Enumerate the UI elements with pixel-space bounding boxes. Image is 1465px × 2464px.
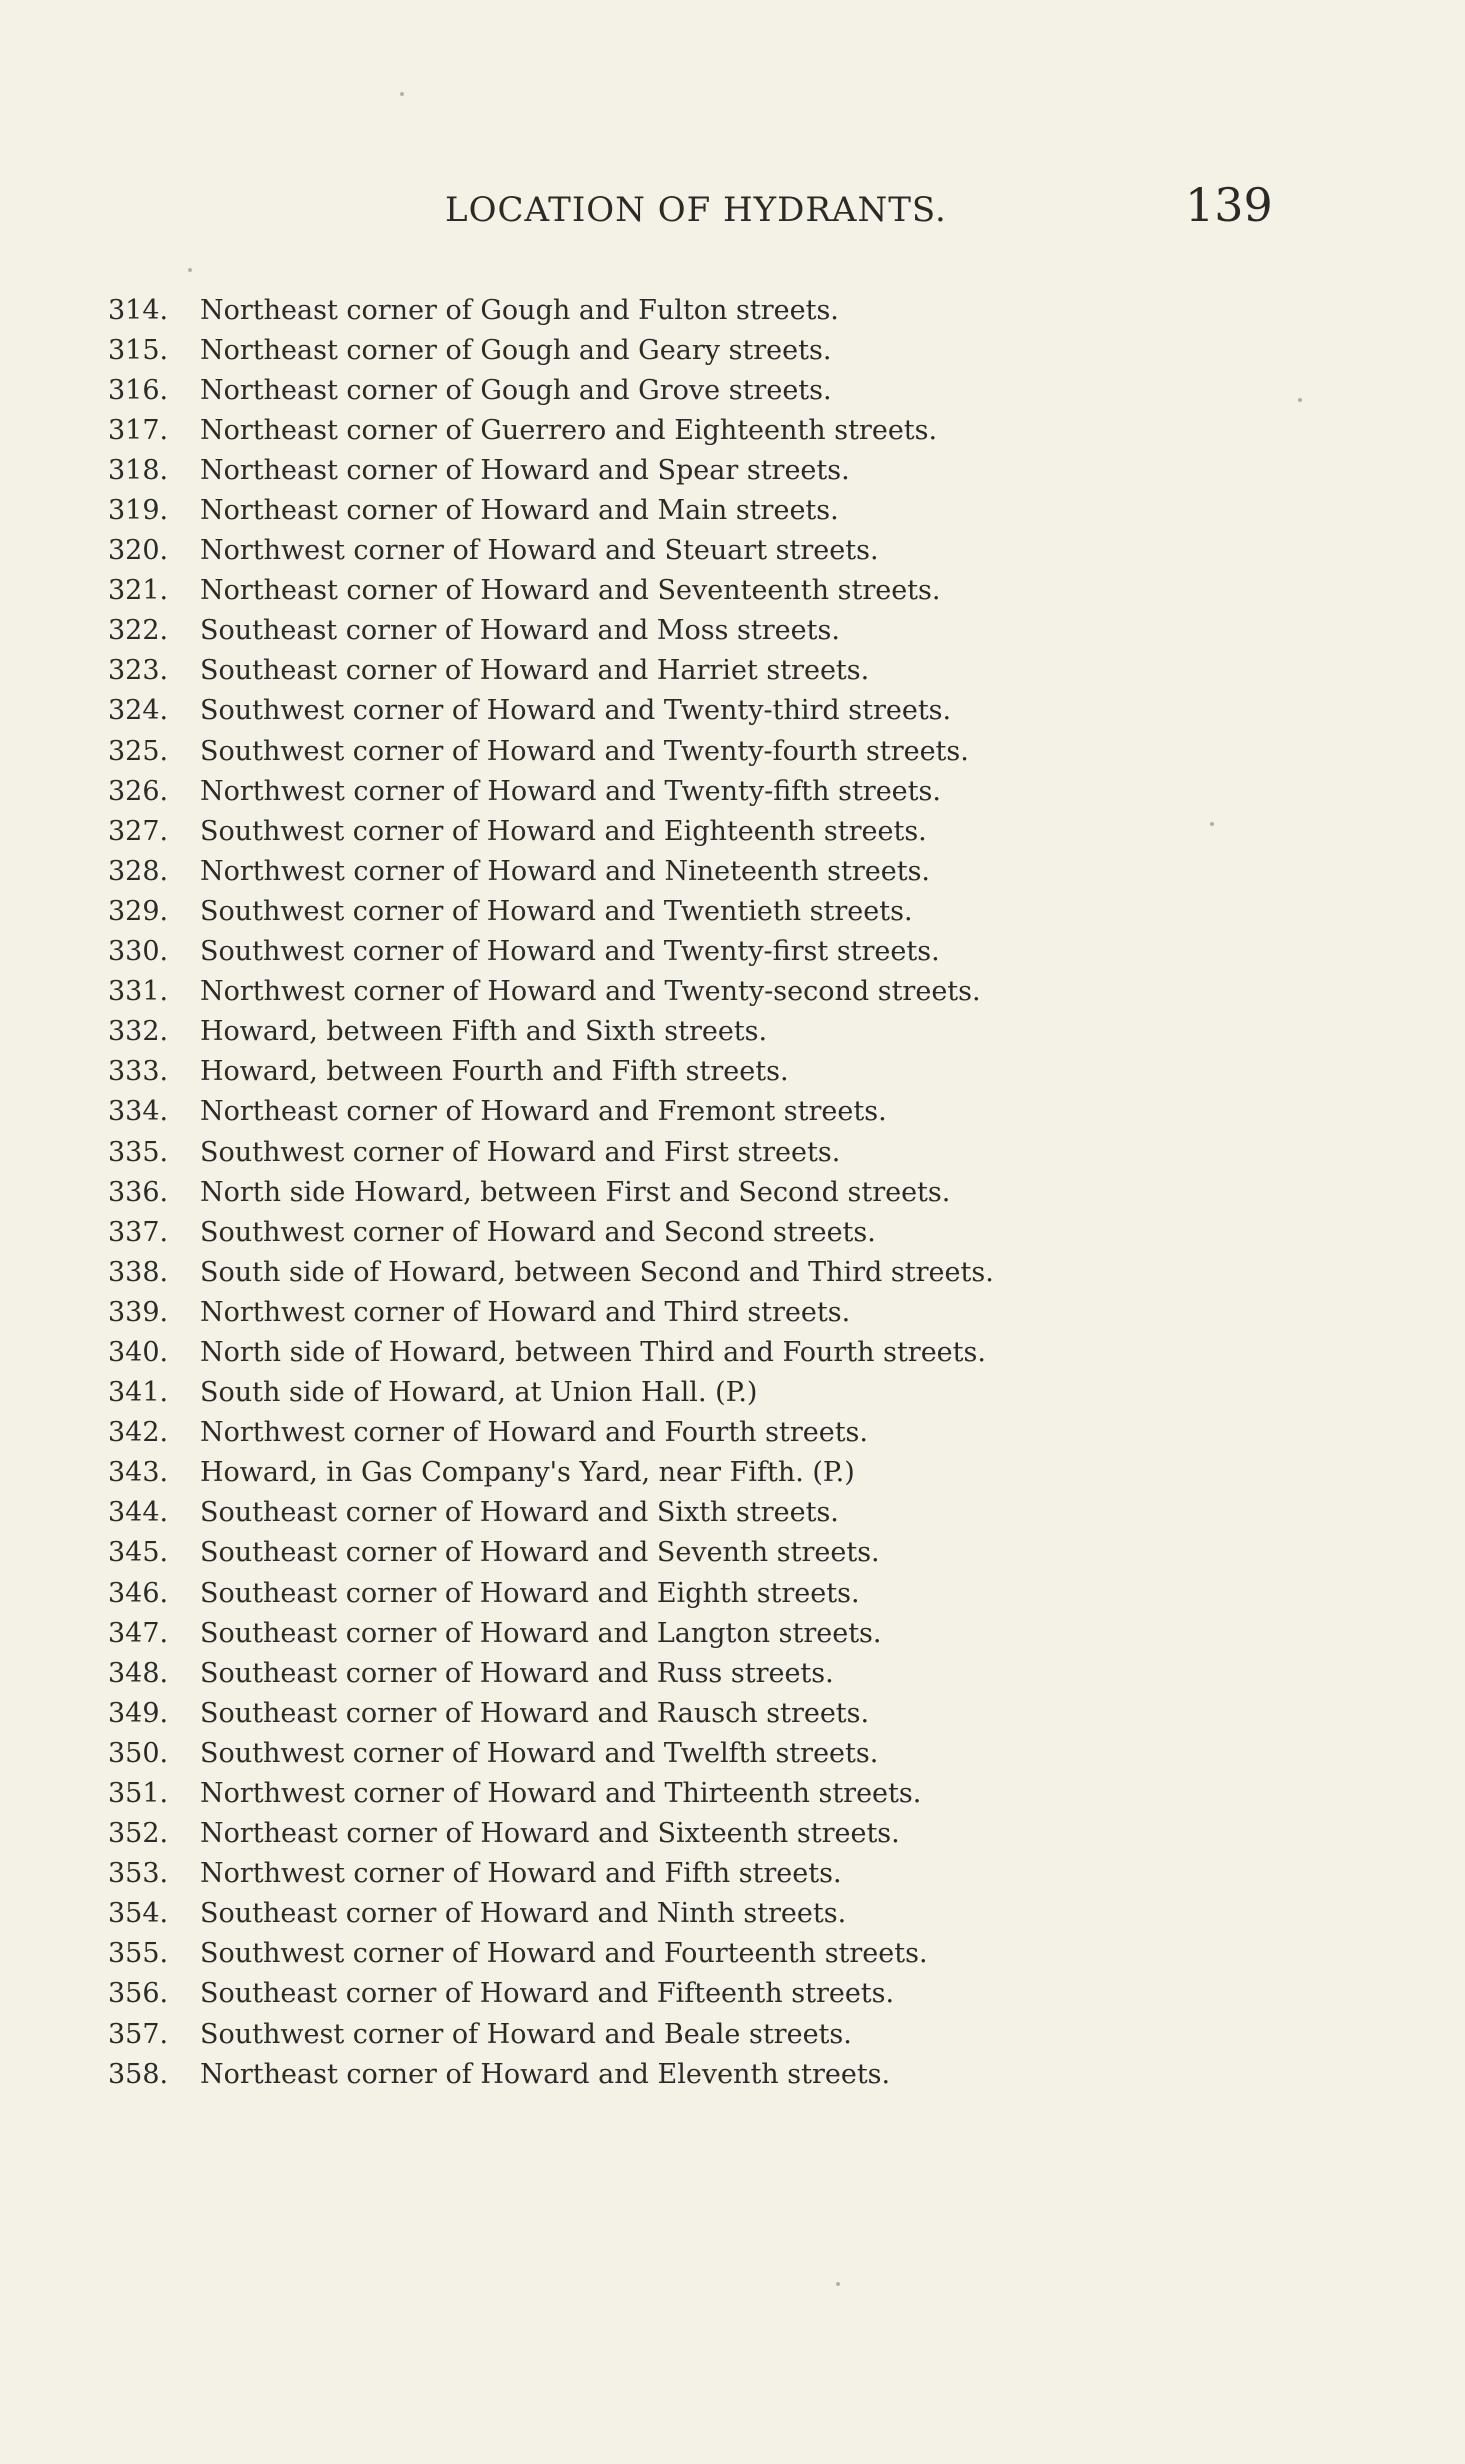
entry-text: Southwest corner of Howard and Fourteenth streets.	[200, 1938, 928, 1970]
entry-text: North side of Howard, between Third and Fourth streets.	[200, 1336, 986, 1368]
entry-number: 326.	[108, 775, 169, 807]
list-item	[108, 1773, 994, 1813]
list-item	[108, 771, 994, 811]
list-item	[108, 1332, 994, 1372]
list-item	[108, 731, 994, 771]
list-item	[108, 1373, 994, 1413]
entry-text: Northwest corner of Howard and Twenty-fifth streets.	[200, 775, 941, 807]
list-item	[108, 2014, 994, 2054]
entry-text: Southeast corner of Howard and Ninth streets.	[200, 1898, 847, 1930]
list-item	[108, 1212, 994, 1252]
list-item	[108, 490, 994, 530]
list-item	[108, 611, 994, 651]
entry-text: Northwest corner of Howard and Nineteenth streets.	[200, 855, 931, 887]
entry-number: 356.	[108, 1978, 169, 2010]
entry-text: Southeast corner of Howard and Rausch streets.	[200, 1697, 870, 1729]
entry-number: 317.	[108, 414, 169, 446]
entry-text: Southeast corner of Howard and Eighth streets.	[200, 1577, 860, 1609]
paper-speck	[400, 92, 404, 96]
entry-text: Northeast corner of Howard and Spear streets.	[200, 454, 850, 486]
list-item	[108, 290, 994, 330]
list-item	[108, 1854, 994, 1894]
entry-text: Southwest corner of Howard and Twenty-first streets.	[200, 936, 940, 968]
entry-text: South side of Howard, between Second and Third streets.	[200, 1256, 994, 1288]
hydrant-list	[108, 290, 994, 2094]
entry-text: Northwest corner of Howard and Fifth streets.	[200, 1858, 842, 1890]
page-number: 139	[1185, 178, 1273, 232]
list-item	[108, 1533, 994, 1573]
list-item	[108, 972, 994, 1012]
list-item	[108, 1653, 994, 1693]
list-item	[108, 1012, 994, 1052]
list-item	[108, 851, 994, 891]
entry-text: Northeast corner of Howard and Seventeenth streets.	[200, 575, 941, 607]
entry-number: 338.	[108, 1256, 169, 1288]
entry-text: Southwest corner of Howard and Second streets.	[200, 1216, 876, 1248]
entry-number: 350.	[108, 1737, 169, 1769]
entry-number: 314.	[108, 294, 169, 326]
entry-number: 328.	[108, 855, 169, 887]
entry-number: 355.	[108, 1938, 169, 1970]
entry-number: 358.	[108, 2058, 169, 2090]
entry-number: 336.	[108, 1176, 169, 1208]
entry-number: 316.	[108, 374, 169, 406]
entry-text: Northeast corner of Howard and Main streets.	[200, 495, 839, 527]
entry-number: 340.	[108, 1336, 169, 1368]
list-item	[108, 891, 994, 931]
paper-speck	[836, 2282, 840, 2286]
entry-text: Northeast corner of Howard and Eleventh streets.	[200, 2058, 891, 2090]
entry-text: Southwest corner of Howard and Beale streets.	[200, 2018, 852, 2050]
entry-text: Howard, between Fourth and Fifth streets.	[200, 1056, 789, 1088]
list-item	[108, 1453, 994, 1493]
list-item	[108, 450, 994, 490]
entry-text: Northeast corner of Howard and Sixteenth streets.	[200, 1818, 900, 1850]
list-item	[108, 1493, 994, 1533]
list-item	[108, 651, 994, 691]
entry-number: 325.	[108, 735, 169, 767]
entry-text: Northwest corner of Howard and Third streets.	[200, 1296, 851, 1328]
list-item	[108, 1292, 994, 1332]
list-item	[108, 1252, 994, 1292]
list-item	[108, 1934, 994, 1974]
entry-number: 352.	[108, 1818, 169, 1850]
entry-number: 339.	[108, 1296, 169, 1328]
list-item	[108, 1974, 994, 2014]
entry-text: Southwest corner of Howard and First streets.	[200, 1136, 841, 1168]
entry-text: Northwest corner of Howard and Twenty-second streets.	[200, 976, 981, 1008]
entry-number: 321.	[108, 575, 169, 607]
entry-text: Southwest corner of Howard and Twenty-fourth streets.	[200, 735, 969, 767]
paper-speck	[188, 268, 192, 272]
entry-text: Northwest corner of Howard and Fourth streets.	[200, 1417, 868, 1449]
entry-text: Southeast corner of Howard and Fifteenth streets.	[200, 1978, 895, 2010]
entry-number: 353.	[108, 1858, 169, 1890]
entry-text: Southeast corner of Howard and Seventh streets.	[200, 1537, 880, 1569]
entry-number: 333.	[108, 1056, 169, 1088]
paper-speck	[1298, 398, 1302, 402]
entry-number: 348.	[108, 1657, 169, 1689]
entry-number: 320.	[108, 535, 169, 567]
entry-number: 319.	[108, 495, 169, 527]
entry-number: 335.	[108, 1136, 169, 1168]
entry-number: 318.	[108, 454, 169, 486]
entry-number: 315.	[108, 334, 169, 366]
entry-text: Northwest corner of Howard and Steuart streets.	[200, 535, 879, 567]
list-item	[108, 691, 994, 731]
running-title: LOCATION OF HYDRANTS.	[445, 190, 947, 230]
entry-text: Southwest corner of Howard and Eighteenth streets.	[200, 815, 927, 847]
entry-number: 327.	[108, 815, 169, 847]
entry-number: 357.	[108, 2018, 169, 2050]
entry-text: Northeast corner of Gough and Geary streets.	[200, 334, 832, 366]
entry-text: Southwest corner of Howard and Twelfth streets.	[200, 1737, 879, 1769]
entry-number: 346.	[108, 1577, 169, 1609]
list-item	[108, 811, 994, 851]
list-item	[108, 1132, 994, 1172]
list-item	[108, 1573, 994, 1613]
entry-text: Southwest corner of Howard and Twentieth streets.	[200, 895, 913, 927]
list-item	[108, 1172, 994, 1212]
list-item	[108, 571, 994, 611]
entry-text: Southwest corner of Howard and Twenty-third streets.	[200, 695, 952, 727]
list-item	[108, 1733, 994, 1773]
entry-number: 345.	[108, 1537, 169, 1569]
entry-number: 343.	[108, 1457, 169, 1489]
entry-text: Southeast corner of Howard and Langton streets.	[200, 1617, 882, 1649]
entry-number: 323.	[108, 655, 169, 687]
list-item	[108, 1894, 994, 1934]
entry-text: Southeast corner of Howard and Russ streets.	[200, 1657, 834, 1689]
entry-number: 332.	[108, 1016, 169, 1048]
entry-text: Northeast corner of Guerrero and Eighteenth streets.	[200, 414, 938, 446]
entry-number: 341.	[108, 1377, 169, 1409]
list-item	[108, 1693, 994, 1733]
entry-number: 344.	[108, 1497, 169, 1529]
list-item	[108, 370, 994, 410]
entry-number: 322.	[108, 615, 169, 647]
paper-speck	[1210, 822, 1214, 826]
entry-text: Southeast corner of Howard and Sixth streets.	[200, 1497, 839, 1529]
list-item	[108, 330, 994, 370]
entry-number: 354.	[108, 1898, 169, 1930]
list-item	[108, 1613, 994, 1653]
entry-number: 330.	[108, 936, 169, 968]
list-item	[108, 410, 994, 450]
list-item	[108, 2054, 994, 2094]
entry-text: Northeast corner of Gough and Grove streets.	[200, 374, 832, 406]
entry-text: Northwest corner of Howard and Thirteenth streets.	[200, 1778, 922, 1810]
entry-text: Howard, in Gas Company's Yard, near Fifth. (P.)	[200, 1457, 855, 1489]
entry-text: South side of Howard, at Union Hall. (P.)	[200, 1377, 758, 1409]
entry-number: 324.	[108, 695, 169, 727]
entry-number: 342.	[108, 1417, 169, 1449]
entry-number: 331.	[108, 976, 169, 1008]
list-item	[108, 1413, 994, 1453]
entry-text: North side Howard, between First and Second streets.	[200, 1176, 951, 1208]
list-item	[108, 1814, 994, 1854]
entry-number: 349.	[108, 1697, 169, 1729]
entry-number: 334.	[108, 1096, 169, 1128]
list-item	[108, 932, 994, 972]
entry-number: 351.	[108, 1778, 169, 1810]
list-item	[108, 531, 994, 571]
list-item	[108, 1092, 994, 1132]
entry-number: 347.	[108, 1617, 169, 1649]
list-item	[108, 1052, 994, 1092]
entry-number: 337.	[108, 1216, 169, 1248]
entry-text: Southeast corner of Howard and Moss streets.	[200, 615, 840, 647]
entry-text: Northeast corner of Howard and Fremont streets.	[200, 1096, 887, 1128]
entry-text: Howard, between Fifth and Sixth streets.	[200, 1016, 768, 1048]
entry-text: Northeast corner of Gough and Fulton streets.	[200, 294, 839, 326]
entry-number: 329.	[108, 895, 169, 927]
entry-text: Southeast corner of Howard and Harriet streets.	[200, 655, 870, 687]
